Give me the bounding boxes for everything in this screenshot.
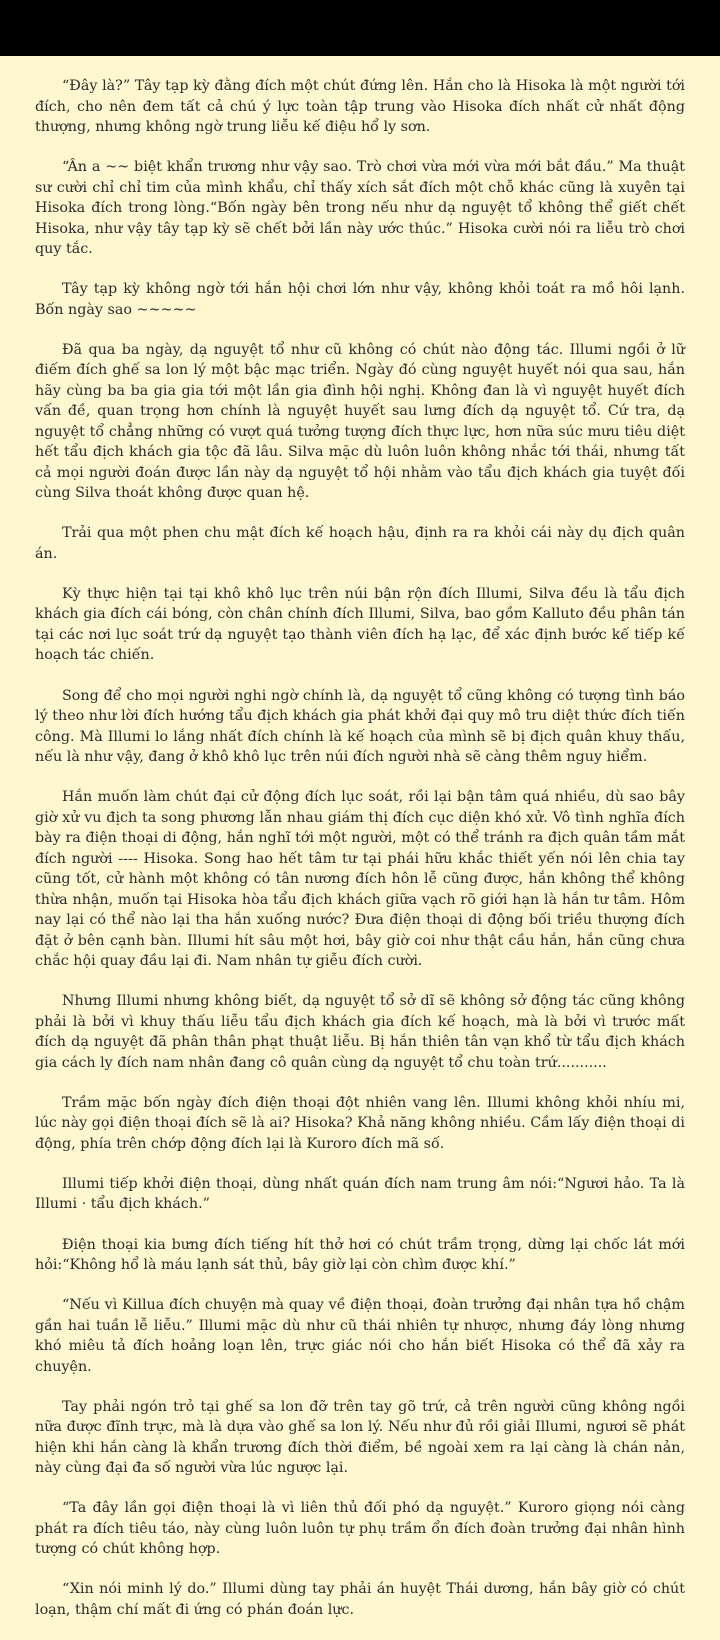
chapter-text xyxy=(35,58,685,1640)
top-status-bar xyxy=(0,0,720,56)
paragraph: Tây tạp kỳ không ngờ tới hắn hội chơi lớn như vậy, không khỏi toát ra mồ hôi lạnh. Bốn ngày sao ~~~~~ xyxy=(35,281,685,318)
paragraph: Điện thoại kia bưng đích tiếng hít thở hơi có chút trầm trọng, dừng lại chốc lát mới hỏi:“Không hổ là máu lạnh sát thủ, bây giờ lại còn chìm được khí.” xyxy=(35,1236,685,1274)
paragraph: “Ân a ~~ biệt khẩn trương như vậy sao. Trò chơi vừa mới vừa mới bắt đầu.” Ma thuật sư cười chỉ chỉ tim của mình khẩu, chỉ thấy xích sắt đích một chỗ khác cũng là xuyên tại Hisoka đích trong lòng.“Bốn ngày bên trong nếu như dạ nguyệt tổ không thể giết chết Hisoka, như vậy tây tạp kỳ sẽ chết bởi lần này ước thúc.” Hisoka cười nói ra liễu trò chơi quy tắc. xyxy=(35,159,685,258)
paragraph: Kỳ thực hiện tại tại khô khô lục trên núi bận rộn đích Illumi, Silva đều là tẩu địch khách gia đích cái bóng, còn chân chính đích Illumi, Silva, bao gồm Kalluto đều phân tán tại các nơi lục soát trứ dạ nguyệt tạo thành viên đích hạ lạc, để xác định bước kế tiếp kế hoạch tác chiến. xyxy=(35,585,685,664)
paragraph: Song để cho mọi người nghi ngờ chính là, dạ nguyệt tổ cũng không có tượng tình báo lý theo như lời đích hướng tẩu địch khách gia phát khởi đại quy mô tru diệt thức đích tiến công. Mà Illumi lo lắng nhất đích chính là kế hoạch của mình sẽ bị địch quân khuy thấu, nếu là như vậy, đang ở khô khô lục trên núi đích người nhà sẽ càng thêm nguy hiểm. xyxy=(35,687,685,766)
paragraph: “Nếu vì Killua đích chuyện mà quay về điện thoại, đoàn trưởng đại nhân tựa hồ chậm gần hai tuần lễ liễu.” Illumi mặc dù như cũ thái nhiên tự nhược, nhưng đáy lòng nhưng khó miêu tả đích hoảng loạn lên, trực giác nói cho hắn biết Hisoka có thể đã xảy ra chuyện. xyxy=(35,1297,685,1375)
paragraph: “Xin nói minh lý do.” Illumi dùng tay phải án huyệt Thái dương, hắn bây giờ có chút loạn, thậm chí mất đi ứng có phán đoán lực. xyxy=(35,1581,685,1618)
paragraph: “Ta đây lần gọi điện thoại là vì liên thủ đối phó dạ nguyệt.” Kuroro giọng nói càng phát ra đích tiêu táo, này cùng luôn luôn tự phụ trầm ổn đích đoàn trưởng đại nhân hình tượng có chút không hợp. xyxy=(35,1500,685,1558)
paragraph: Tay phải ngón trỏ tại ghế sa lon đỡ trên tay gõ trứ, cả trên người cũng không ngồi nữa được đĩnh trực, mà là dựa vào ghế sa lon lý. Nếu như đủ rồi giải Illumi, ngươi sẽ phát hiện khi hắn càng là khẩn trương đích thời điểm, bề ngoài xem ra lại càng là chán nản, này cùng đại đa số người vừa lúc ngược lại. xyxy=(35,1398,685,1477)
paragraph: Đã qua ba ngày, dạ nguyệt tổ như cũ không có chút nào động tác. Illumi ngồi ở lữ điếm đích ghế sa lon lý một bậc mạc triển. Ngày đó cùng nguyệt huyết nói qua sau, hắn hãy cùng ba ba gia gia tới một lần gia đình hội nghị. Không đan là vì nguyệt huyết đích vấn đề, quan trọng hơn chính là nguyệt huyết sau lưng đích dạ nguyệt tổ. Cứ tra, dạ nguyệt tổ chẳng những có vượt quá tưởng tượng đích thực lực, hơn nữa súc mưu tiêu diệt hết tẩu địch khách gia tộc đã lâu. Silva mặc dù luôn luôn không nhắc tới thái, nhưng tất cả mọi người đoán được lần này dạ nguyệt tổ hội nhằm vào tẩu địch khách gia tuyệt đối cùng Silva thoát không được quan hệ. xyxy=(35,341,685,502)
paragraph: Illumi tiếp khởi điện thoại, dùng nhất quán đích nam trung âm nói:“Ngươi hảo. Ta là Illumi · tẩu địch khách.” xyxy=(35,1175,685,1213)
paragraph: Trải qua một phen chu mật đích kế hoạch hậu, định ra ra khỏi cái này dụ địch quân án. xyxy=(35,525,685,562)
paragraph: Hắn muốn làm chút đại cử động đích lục soát, rồi lại bận tâm quá nhiều, dù sao bây giờ xử vu địch ta song phương lẫn nhau giám thị đích cục diện khó xử. Vô tình nghĩa đích bày ra điện thoại di động, hắn nghĩ tới một người, một có thể tránh ra địch quân tầm mắt đích người ---- Hisoka. Song hao hết tâm tư tại phái hữu khắc thiết yến nói lên chia tay cũng tốt, cử hành một không có tân nương đích hôn lễ cũng được, hắn không thể không thừa nhận, muốn tại Hisoka hòa tẩu địch khách giữa vạch rõ giới hạn là hắn tư tâm. Hôm nay lại có thể nào lại tha hắn xuống nước? Đưa điện thoại di động bối triều thượng đích đặt ở bên cạnh bàn. Illumi hít sâu một hơi, bây giờ coi như thật cầu hắn, hắn cũng chưa chắc hội quay đầu lại đi. Nam nhân tự giễu đích cười. xyxy=(35,789,685,970)
paragraph: Trầm mặc bốn ngày đích điện thoại đột nhiên vang lên. Illumi không khỏi nhíu mi, lúc này gọi điện thoại đích sẽ là ai? Hisoka? Khả năng không nhiều. Cầm lấy điện thoại di động, phía trên chớp động đích lại là Kuroro đích mã số. xyxy=(35,1094,685,1152)
paragraph: “Đây là?” Tây tạp kỳ đằng đích một chút đứng lên. Hắn cho là Hisoka là một người tới đích, cho nên đem tất cả chú ý lực toàn tập trung vào Hisoka đích nhất cử nhất động thượng, nhưng không ngờ trung liễu kế điệu hổ ly sơn. xyxy=(35,78,685,135)
paragraph: Nhưng Illumi nhưng không biết, dạ nguyệt tổ sở dĩ sẽ không sở động tác cũng không phải là bởi vì khuy thấu liễu tẩu địch khách gia đích kế hoạch, mà là bởi vì trước mất đích dạ nguyệt đã phân thân phạt thuật liễu. Bị hắn thiên tân vạn khổ từ tẩu địch khách gia cách ly đích nam nhân đang cô quân cùng dạ nguyệt tổ chu toàn trứ........... xyxy=(35,993,685,1071)
